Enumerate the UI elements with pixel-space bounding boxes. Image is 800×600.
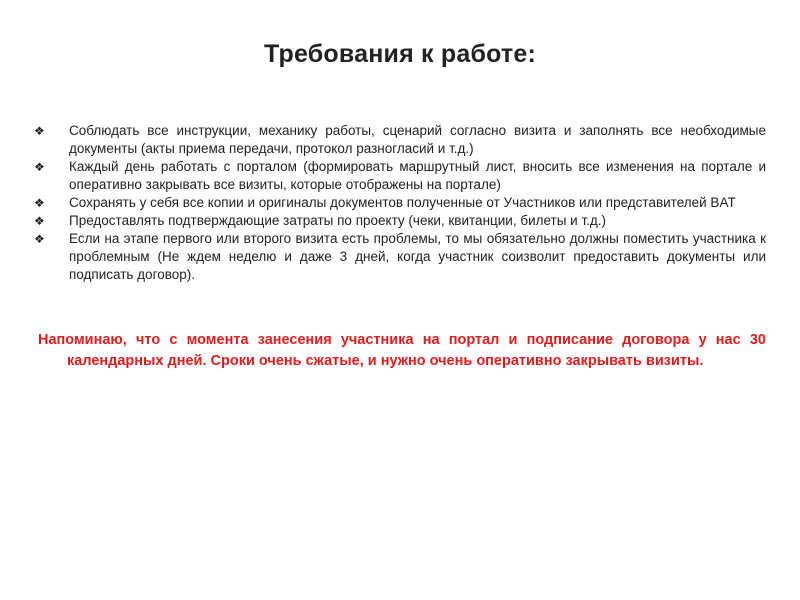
diamond-bullet-icon: ❖ [34,196,45,210]
list-item-text: Сохранять у себя все копии и оригиналы документов полученные от Участников или представителей BAT [69,195,736,210]
list-item-text: Каждый день работать с порталом (формировать маршрутный лист, вносить все изменения на портале и оперативно закрывать все визиты, которые отображены на портале) [69,159,766,192]
diamond-bullet-icon: ❖ [34,214,45,228]
list-item-text: Соблюдать все инструкции, механику работы, сценарий согласно визита и заполнять все необходимые документы (акты приема передачи, протокол разногласий и т.д.) [69,123,766,156]
slide-title: Требования к работе: [263,40,537,68]
list-item [34,158,766,194]
list-item-text: Предоставлять подтверждающие затраты по проекту (чеки, квитанции, билеты и т.д.) [69,213,607,228]
requirements-list [34,122,766,284]
list-item [34,212,766,230]
diamond-bullet-icon: ❖ [34,232,45,246]
reminder-note [38,330,766,372]
list-item [34,122,766,158]
list-item [34,194,766,212]
diamond-bullet-icon: ❖ [34,160,45,174]
diamond-bullet-icon: ❖ [34,124,45,138]
reminder-text: Напоминаю, что с момента занесения участника на портал и подписание договора у нас 30 календарных дней. Сроки очень сжатые, и нужно очень оперативно закрывать визиты. [38,332,766,369]
list-item-text: Если на этапе первого или второго визита есть проблемы, то мы обязательно должны поместить участника к проблемным (Не ждем неделю и даже 3 дней, когда участник соизволит предоставить документы или подписать договор). [69,231,766,282]
list-item [34,230,766,284]
